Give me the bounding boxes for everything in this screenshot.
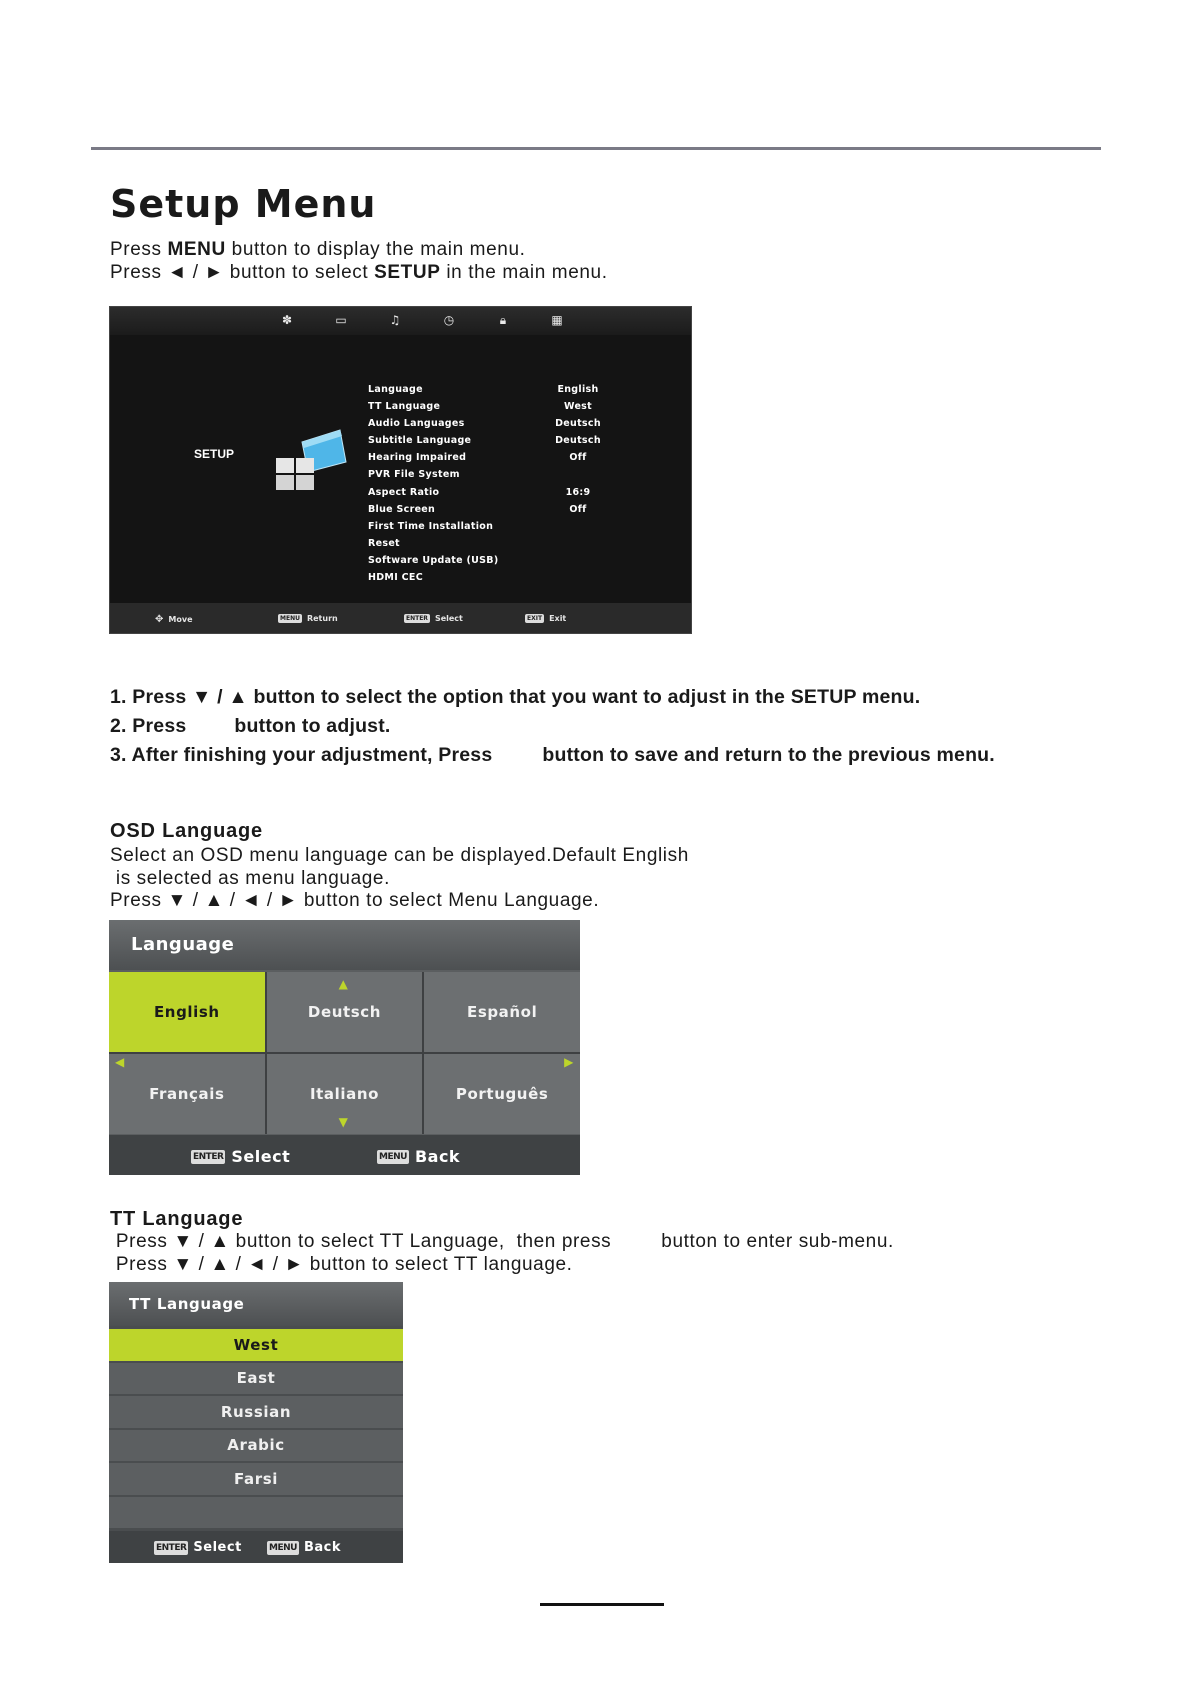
setup-option-hearing-impaired[interactable]: Hearing Impaired Off	[368, 452, 587, 464]
language-osd-footer	[109, 1135, 580, 1175]
tt-language-osd-screen	[109, 1282, 403, 1563]
setup-option-first-time-installation[interactable]: First Time Installation	[368, 520, 494, 532]
instruction-steps	[110, 683, 995, 770]
enter-key-icon: ENTER	[193, 1151, 224, 1162]
tt-option-empty	[109, 1497, 403, 1529]
menu-key-icon: MENU	[280, 615, 300, 622]
exit-key-icon: EXIT	[527, 615, 543, 622]
language-options-grid	[109, 972, 580, 1134]
setup-option-tt-language[interactable]: TT Language West	[368, 401, 592, 413]
language-option-italiano[interactable]: Italiano ▼	[267, 1054, 423, 1134]
setup-option-software-update[interactable]: Software Update (USB)	[368, 554, 499, 566]
menu-key-icon: MENU	[379, 1151, 407, 1162]
setup-option-subtitle-language[interactable]: Subtitle Language Deutsch	[368, 435, 601, 447]
language-option-deutsch[interactable]: ▲ Deutsch	[267, 972, 423, 1052]
page-title: Setup Menu	[110, 182, 377, 226]
setup-option-reset[interactable]: Reset	[368, 537, 400, 549]
tt-option-east[interactable]: East	[109, 1363, 403, 1395]
setup-option-blue-screen[interactable]: Blue Screen Off	[368, 503, 587, 515]
tt-language-options-list	[109, 1329, 403, 1528]
menu-key-icon: MENU	[269, 1542, 297, 1553]
hint-move: ✥ Move	[155, 614, 193, 625]
language-option-portugues[interactable]: Português ▶	[424, 1054, 580, 1134]
menu-category-bar	[110, 307, 691, 335]
setup-option-aspect-ratio[interactable]: Aspect Ratio 16:9	[368, 486, 591, 498]
language-osd-title: Language	[131, 934, 235, 955]
setup-option-audio-languages[interactable]: Audio Languages Deutsch	[368, 418, 601, 430]
setup-illustration-icon	[268, 422, 348, 492]
tt-back-hint: MENU Back	[269, 1540, 341, 1555]
up-arrow-icon: ▲	[338, 977, 349, 991]
tt-select-hint: ENTER Select	[156, 1540, 242, 1555]
tt-option-farsi[interactable]: Farsi	[109, 1463, 403, 1495]
step-3: 3. After finishing your adjustment, Press button to save and return to the previous menu.	[110, 744, 995, 766]
setup-hint-bar	[110, 603, 691, 633]
setup-menu-screen	[109, 306, 692, 634]
setup-options-list	[368, 381, 608, 586]
hint-select: ENTER Select	[406, 614, 463, 623]
page-number-rule	[540, 1603, 664, 1606]
language-osd-header	[109, 920, 580, 970]
intro-text	[110, 238, 608, 284]
step-1: 1. Press ▼ / ▲ button to select the option that you want to adjust in the SETUP menu.	[110, 686, 921, 708]
step-2: 2. Press button to adjust.	[110, 715, 391, 737]
language-osd-screen	[109, 920, 580, 1175]
gear-icon[interactable]: ✽	[281, 313, 293, 327]
hint-return: MENU Return	[280, 614, 338, 623]
down-arrow-icon: ▼	[338, 1115, 349, 1129]
hint-exit: EXIT Exit	[527, 614, 567, 623]
tt-option-arabic[interactable]: Arabic	[109, 1430, 403, 1462]
language-option-espanol[interactable]: Español	[424, 972, 580, 1052]
language-option-english[interactable]: English	[109, 972, 265, 1052]
clock-icon[interactable]: ◷	[443, 313, 455, 327]
language-back-hint: MENU Back	[379, 1147, 461, 1166]
osd-language-heading: OSD Language	[110, 820, 263, 842]
grid-icon[interactable]: ▦	[551, 313, 563, 327]
right-arrow-icon: ▶	[564, 1055, 574, 1069]
intro-line-1: Press MENU button to display the main menu.	[110, 239, 526, 260]
tt-language-osd-header	[109, 1282, 403, 1326]
lock-icon[interactable]: 🔒︎	[499, 313, 507, 327]
tt-option-russian[interactable]: Russian	[109, 1396, 403, 1428]
setup-option-language[interactable]: Language English	[368, 384, 599, 395]
tt-language-osd-footer	[109, 1531, 403, 1563]
setup-option-pvr-file-system[interactable]: PVR File System	[368, 469, 460, 481]
intro-line-2: Press ◄ / ► button to select SETUP in the main menu.	[110, 262, 608, 283]
tt-language-heading: TT Language	[110, 1208, 244, 1230]
tt-language-osd-title: TT Language	[129, 1295, 245, 1313]
setup-label: SETUP	[194, 447, 235, 461]
enter-key-icon: ENTER	[156, 1542, 187, 1553]
language-select-hint: ENTER Select	[193, 1147, 291, 1166]
tt-language-description: Press ▼ / ▲ button to select TT Language, then press button to enter sub-menu. Press ▼ / ▲ / ◄ / ► button to select TT language.	[110, 1231, 894, 1275]
move-arrows-icon: ✥	[155, 614, 164, 625]
osd-language-description: Select an OSD menu language can be displayed.Default English is selected as menu language. Press ▼ / ▲ / ◄ / ► button to select Menu Language.	[110, 845, 689, 911]
enter-key-icon: ENTER	[406, 615, 428, 622]
left-arrow-icon: ◀	[115, 1055, 125, 1069]
setup-option-hdmi-cec[interactable]: HDMI CEC	[368, 572, 423, 584]
top-divider	[91, 147, 1101, 150]
monitor-icon[interactable]: ▭	[335, 313, 347, 327]
music-icon[interactable]: ♫	[389, 313, 401, 327]
language-option-francais[interactable]: ◀ Français	[109, 1054, 265, 1134]
tt-option-west[interactable]: West	[109, 1329, 403, 1361]
